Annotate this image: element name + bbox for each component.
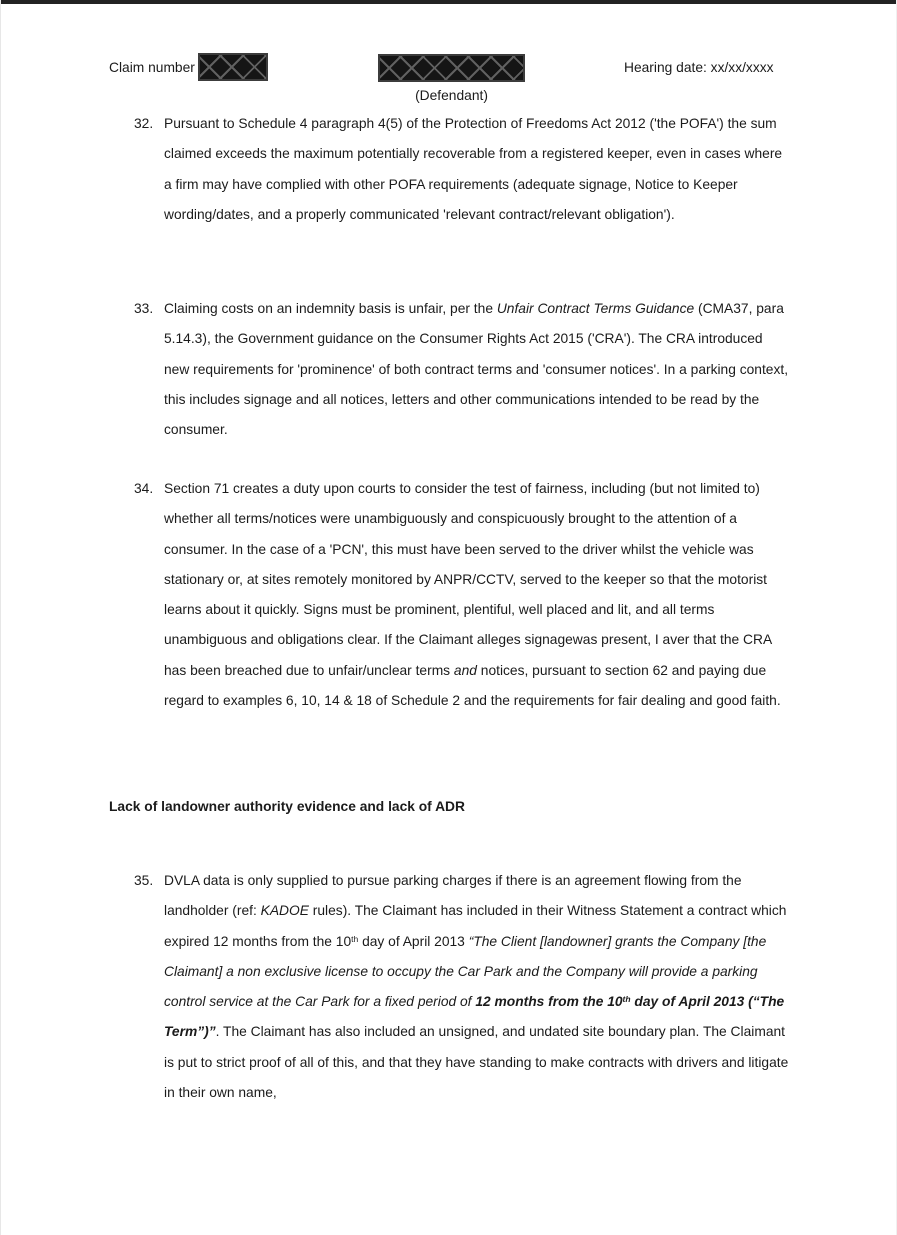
section-heading: Lack of landowner authority evidence and lack of ADR: [109, 799, 465, 814]
claim-number-label: Claim number: [109, 59, 195, 75]
defendant-label: (Defendant): [415, 88, 488, 103]
defendant-name-redaction-box: [378, 54, 525, 82]
paragraph-number: 35.: [134, 873, 154, 888]
paragraph-number: 34.: [134, 481, 154, 496]
paragraph-35: [134, 866, 791, 1108]
claim-number-group: [109, 53, 268, 81]
paragraph-number: 32.: [134, 116, 154, 131]
paragraph-text: Section 71 creates a duty upon courts to consider the test of fairness, including (but not limited to) whether all terms/notices were unambiguously and conspicuously brought to the attention of a consumer. In the case of a 'PCN', this must have been served to the driver whilst the vehicle was stationary or, at sites remotely monitored by ANPR/CCTV, served to the keeper so that the motorist learns about it quickly. Signs must be prominent, plentiful, well placed and lit, and all terms unambiguous and obligations clear. If the Claimant alleges signagewas present, I aver that the CRA has been breached due to unfair/unclear terms and notices, pursuant to section 62 and paying due regard to examples 6, 10, 14 & 18 of Schedule 2 and the requirements for fair dealing and good faith.: [164, 481, 781, 709]
paragraph-text: Claiming costs on an indemnity basis is unfair, per the Unfair Contract Terms Guidance (CMA37, para 5.14.3), the Government guidance on the Consumer Rights Act 2015 ('CRA'). The CRA introduced new requirements for 'prominence' of both contract terms and 'consumer notices'. In a parking context, this includes signage and all notices, letters and other communications intended to be read by the consumer.: [164, 301, 789, 438]
paragraph-text: DVLA data is only supplied to pursue parking charges if there is an agreement flowing from the landholder (ref: KADOE rules). The Claimant has included in their Witness Statement a contract which expired 12 months from the 10th day of April 2013 “The Client [landowner] grants the Company [the Claimant] a non exclusive license to occupy the Car Park and the Company will provide a parking control service at the Car Park for a fixed period of 12 months from the 10th day of April 2013 (“The Term”)”. The Claimant has also included an unsigned, and undated site boundary plan. The Claimant is put to strict proof of all of this, and that they have standing to make contracts with drivers and litigate in their own name,: [164, 873, 789, 1101]
page-top-rule: [1, 0, 896, 4]
paragraph-32: [134, 109, 791, 230]
claim-number-redaction-box: [198, 53, 268, 81]
paragraph-number: 33.: [134, 301, 154, 316]
paragraph-33: [134, 294, 791, 445]
defendant-group: [378, 54, 525, 103]
hearing-date-label: Hearing date: xx/xx/xxxx: [624, 60, 774, 75]
paragraph-34: [134, 474, 791, 716]
paragraph-text: Pursuant to Schedule 4 paragraph 4(5) of the Protection of Freedoms Act 2012 ('the POFA') the sum claimed exceeds the maximum potentially recoverable from a registered keeper, even in cases where a firm may have complied with other POFA requirements (adequate signage, Notice to Keeper wording/dates, and a properly communicated 'relevant contract/relevant obligation').: [164, 116, 783, 222]
